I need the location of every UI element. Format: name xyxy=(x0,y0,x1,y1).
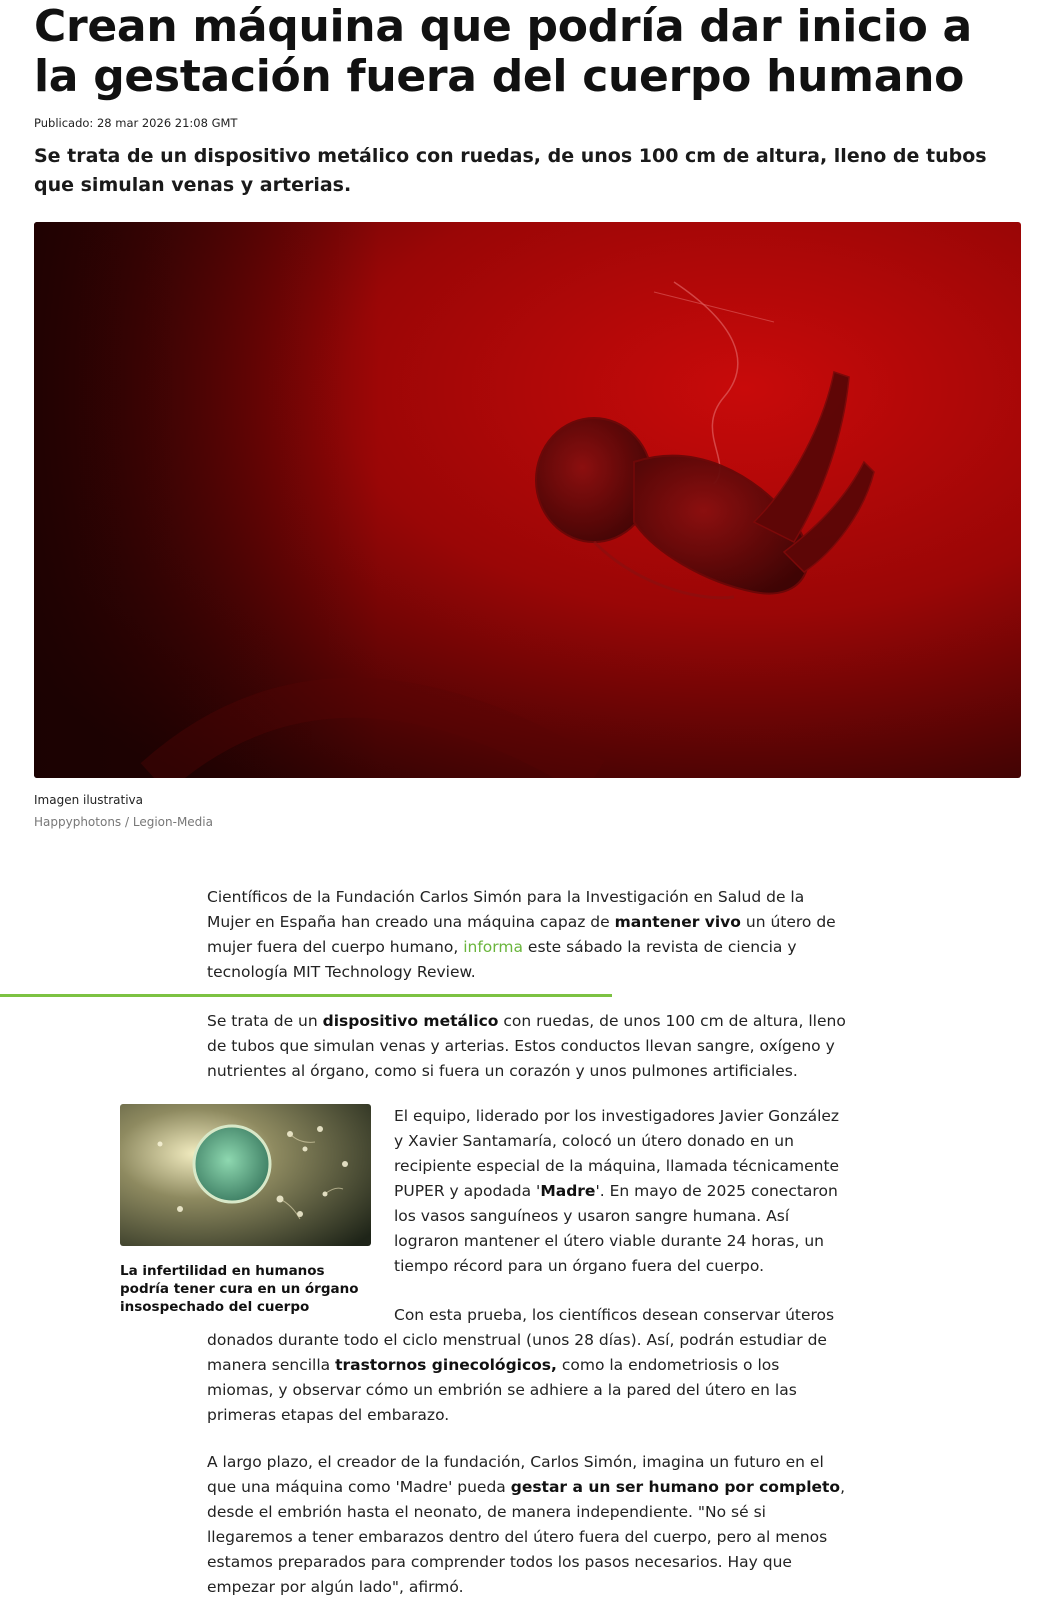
hero-image xyxy=(34,222,1021,778)
publication-date: Publicado: 28 mar 2026 21:08 GMT xyxy=(34,116,238,130)
bold-text: Madre xyxy=(540,1182,596,1200)
cell-illustration xyxy=(120,1104,371,1246)
paragraph-5: A largo plazo, el creador de la fundación, Carlos Simón, imagina un futuro en el que una máquina como 'Madre' pueda gestar a un ser humano por completo, desde el embrión hasta el neonato, de manera independiente. "No sé si llegaremos a tener embarazos dentro del útero fuera del cuerpo, pero al menos estamos preparados para comprender todos los pasos necesarios. Hay que empezar por algún lado", afirmó. xyxy=(207,1453,846,1596)
related-article-title[interactable]: La infertilidad en humanos podría tener cura en un órgano insospechado del cuerpo xyxy=(120,1263,359,1315)
bold-text: mantener vivo xyxy=(614,913,741,931)
paragraph-1: Científicos de la Fundación Carlos Simón para la Investigación en Salud de la Mujer en España han creado una máquina capaz de mantener vivo un útero de mujer fuera del cuerpo humano, informa este sábado la revista de ciencia y tecnología MIT Technology Review. xyxy=(207,888,836,981)
article-title: Crean máquina que podría dar inicio a la gestación fuera del cuerpo humano xyxy=(34,1,972,102)
paragraph-3: El equipo, liderado por los investigadores Javier González y Xavier Santamaría, colocó un útero donado en un recipiente especial de la máquina, llamada técnicamente PUPER y apodada 'Madre'. En mayo de 2025 conectaron los vasos sanguíneos y usaron sangre humana. Así lograron mantener el útero viable durante 24 horas, un tiempo récord para un órgano fuera del cuerpo. xyxy=(394,1107,840,1275)
bold-text: trastornos ginecológicos, xyxy=(335,1356,557,1374)
image-credit: Happyphotons / Legion-Media xyxy=(34,815,213,829)
image-caption: Imagen ilustrativa xyxy=(34,793,144,807)
informa-link[interactable]: informa xyxy=(463,938,523,956)
section-divider xyxy=(0,994,612,997)
paragraph-2: Se trata de un dispositivo metálico con ruedas, de unos 100 cm de altura, lleno de tubos que simulan venas y arterias. Estos conductos llevan sangre, oxígeno y nutrientes al órgano, como si fuera un corazón y unos pulmones artificiales. xyxy=(207,1012,846,1080)
article-summary: Se trata de un dispositivo metálico con ruedas, de unos 100 cm de altura, lleno de tubos que simulan venas y arterias. xyxy=(34,145,987,196)
paragraph-4: Con esta prueba, los científicos desean conservar úteros donados durante todo el ciclo menstrual (unos 28 días). Así, podrán estudiar de manera sencilla trastornos ginecológicos, como la endometriosis o los miomas, y observar cómo un embrión se adhiere a la pared del útero en las primeras etapas del embarazo. xyxy=(207,1306,835,1424)
bold-text: dispositivo metálico xyxy=(322,1012,499,1030)
bold-text: gestar a un ser humano por completo xyxy=(510,1478,841,1496)
related-article-image[interactable] xyxy=(120,1104,371,1246)
fetus-illustration xyxy=(34,222,1021,778)
